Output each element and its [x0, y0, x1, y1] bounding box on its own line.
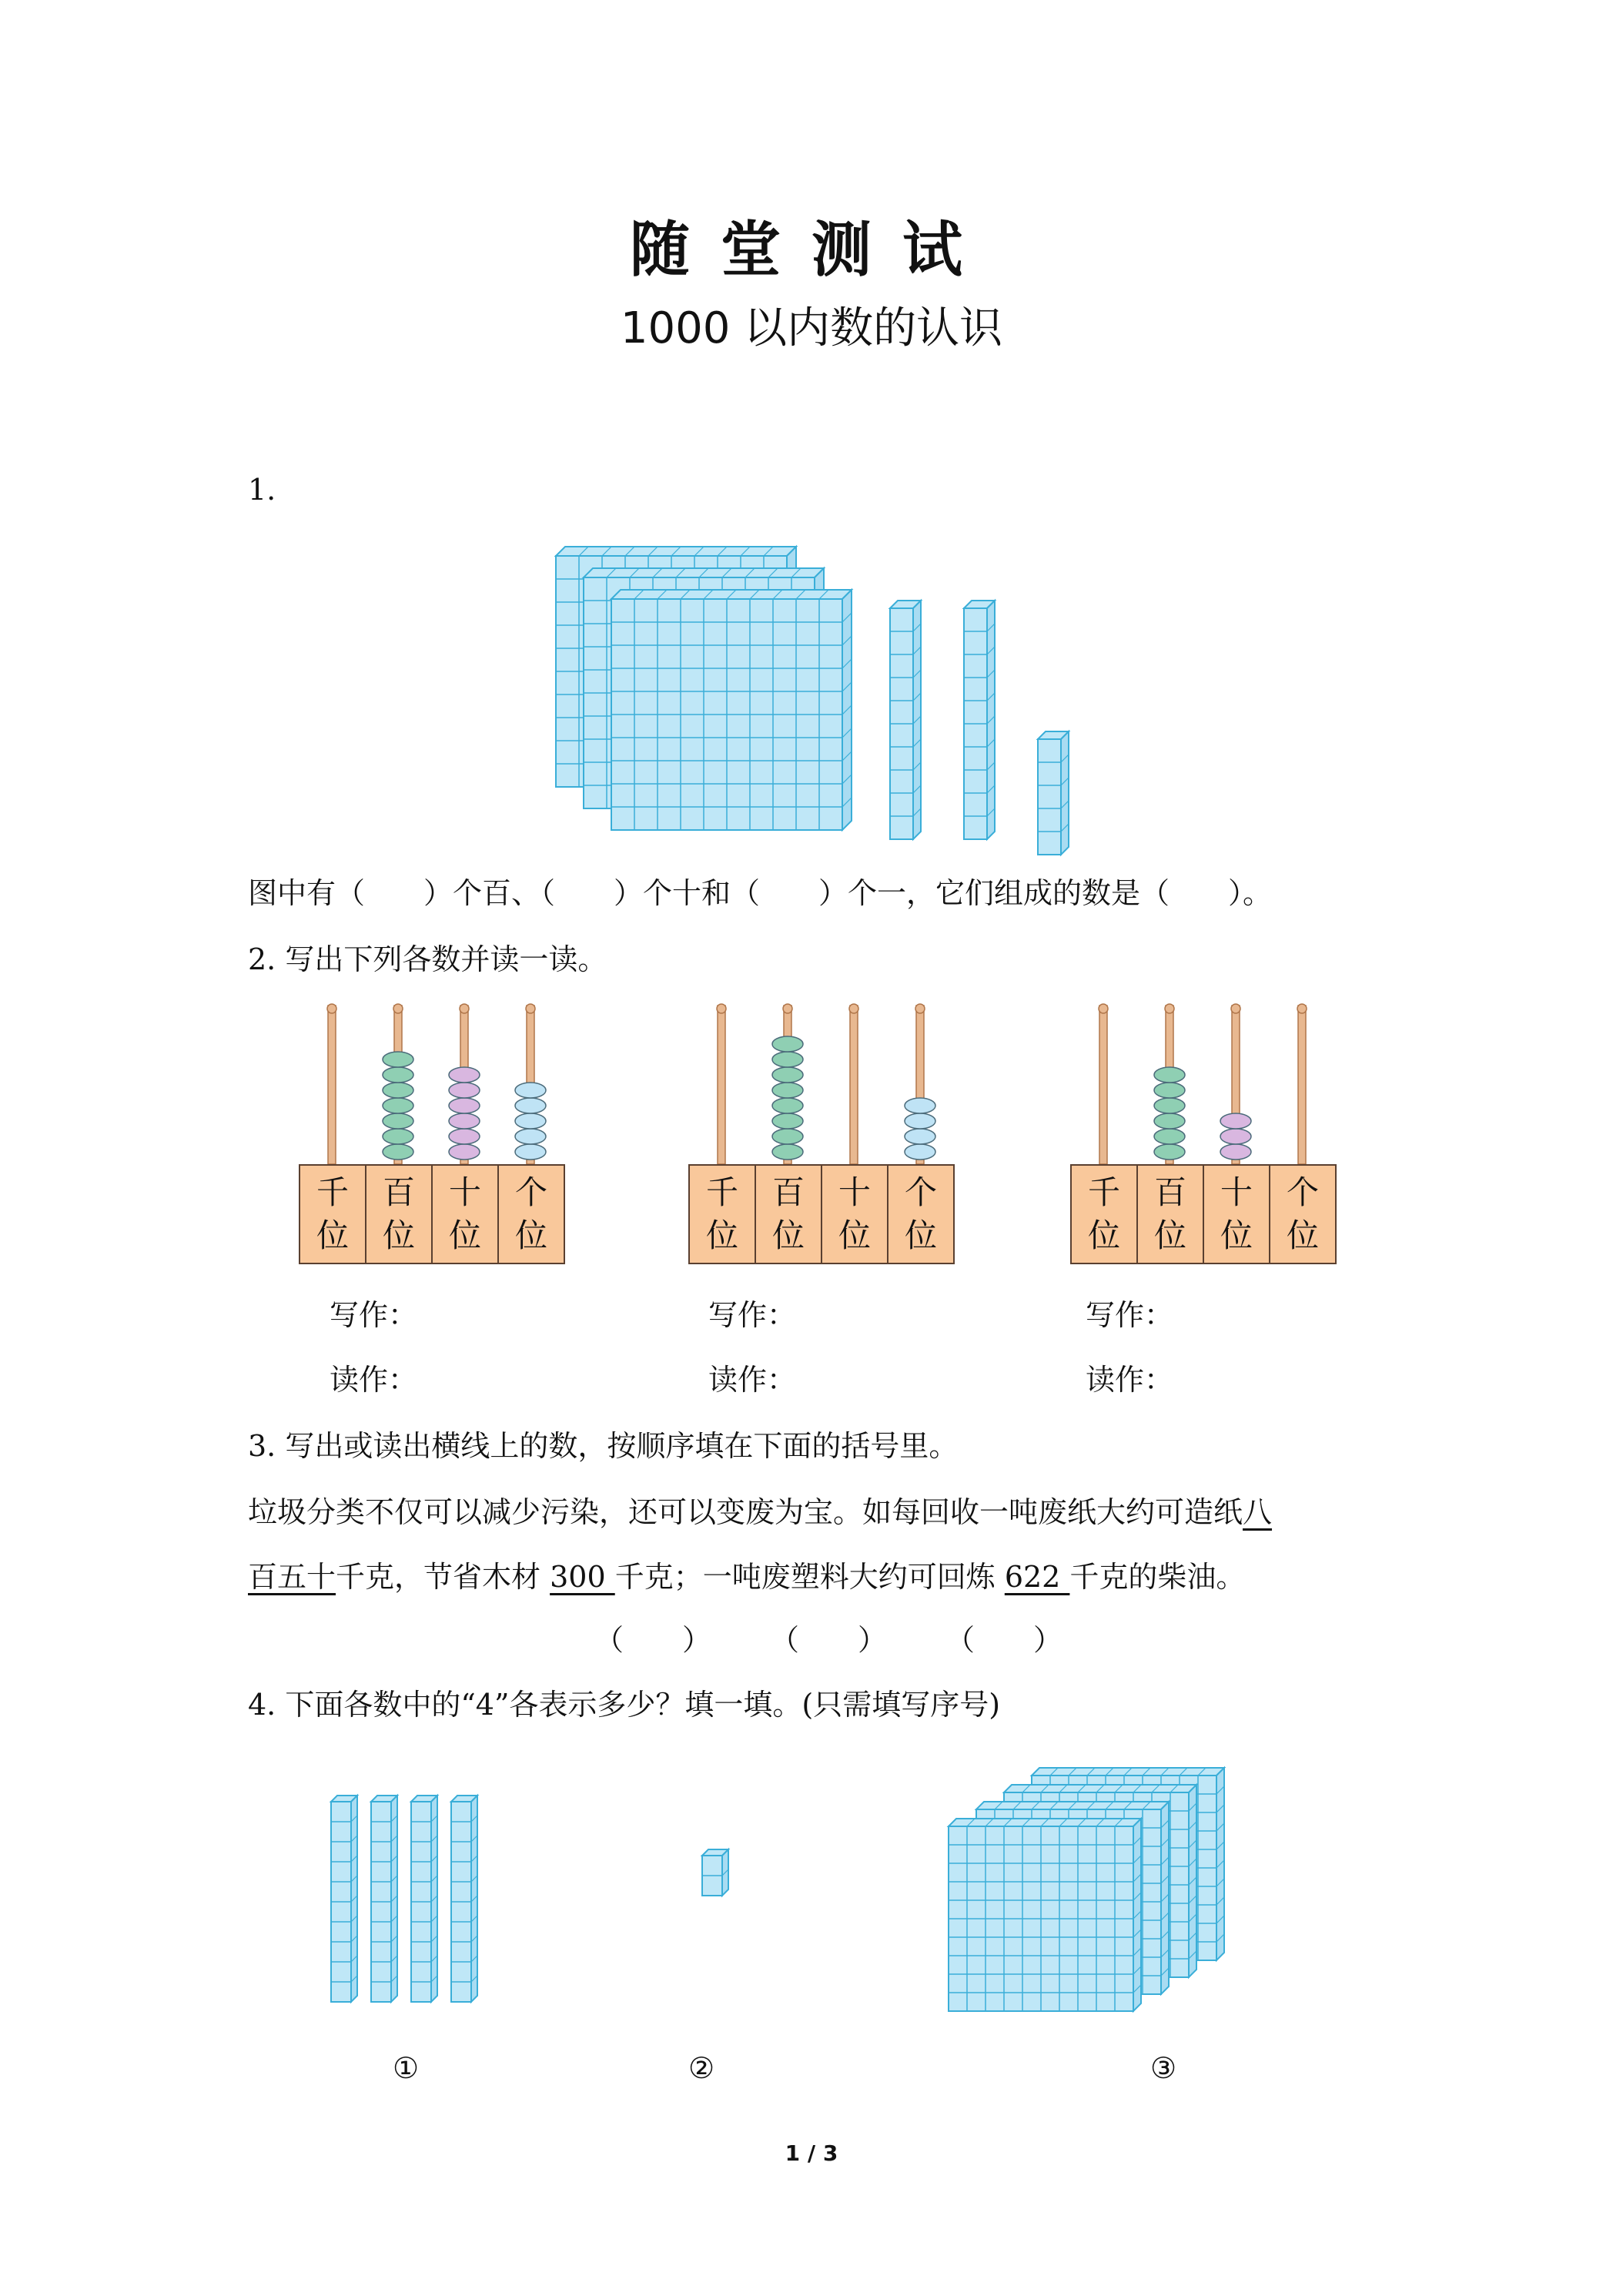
place-value-label: 个 位 — [888, 1165, 954, 1263]
q4-label-1: ① — [393, 2051, 420, 2085]
q3-underlined-number-1b: 百五十 — [248, 1560, 336, 1594]
q3-text: 垃圾分类不仅可以减少污染，还可以变废为宝。如每回收一吨废纸大约可造纸 — [248, 1495, 1243, 1529]
q3-instruction: 3. 写出或读出横线上的数，按顺序填在下面的括号里。 — [248, 1429, 959, 1463]
q4-ten-rod — [451, 1796, 477, 2002]
q2-read-label-2: 读作： — [708, 1363, 797, 1397]
place-value-label: 千 位 — [1071, 1165, 1137, 1263]
q4-label-2: ② — [688, 2051, 715, 2085]
q2-write-label-1: 写作： — [330, 1298, 418, 1332]
q3-text: 千克，节省木材 — [336, 1560, 550, 1594]
q3-underlined-number-3: 622 — [1004, 1560, 1070, 1594]
q3-text: 千克的柴油。 — [1069, 1560, 1246, 1594]
q4-one-cube — [702, 1849, 728, 1896]
q4-ten-rod — [331, 1796, 357, 2002]
place-value-label: 百 位 — [1137, 1165, 1203, 1263]
q2-read-label-1: 读作： — [330, 1363, 418, 1397]
q2-write-label-3: 写作： — [1086, 1298, 1174, 1332]
page-subtitle: 1000 以内数的认识 — [620, 303, 1003, 353]
place-value-label: 个 位 — [1270, 1165, 1336, 1263]
place-value-label: 十 位 — [822, 1165, 888, 1263]
page-number: 1 / 3 — [785, 2140, 838, 2166]
q4-ten-rod — [371, 1796, 397, 2002]
q2-write-label-2: 写作： — [708, 1298, 797, 1332]
q1-number: 1. — [248, 473, 276, 507]
q3-answer-blanks: （ ） （ ） （ ） — [594, 1623, 1063, 1657]
place-value-label: 十 位 — [432, 1165, 498, 1263]
q4-ten-rod — [411, 1796, 437, 2002]
place-value-label: 千 位 — [689, 1165, 755, 1263]
q4-label-3: ③ — [1150, 2051, 1177, 2085]
place-value-label: 千 位 — [300, 1165, 366, 1263]
place-value-label: 百 位 — [755, 1165, 822, 1263]
q4-hundred-flat — [949, 1819, 1141, 2011]
q2-instruction: 2. 写出下列各数并读一读。 — [248, 942, 607, 976]
place-value-label: 百 位 — [366, 1165, 432, 1263]
page-title: 随堂测试 — [629, 216, 993, 285]
place-value-label: 个 位 — [498, 1165, 564, 1263]
q2-read-label-3: 读作： — [1086, 1363, 1174, 1397]
q3-underlined-number-1a: 八 — [1243, 1495, 1273, 1529]
q3-text: 千克；一吨废塑料大约可回炼 — [614, 1560, 1005, 1594]
q3-underlined-number-2: 300 — [550, 1560, 615, 1594]
place-value-label: 十 位 — [1203, 1165, 1270, 1263]
q1-sentence: 图中有（ ）个百、（ ）个十和（ ）个一，它们组成的数是（ ）。 — [248, 876, 1273, 910]
q4-instruction: 4. 下面各数中的“4”各表示多少？填一填。(只需填写序号) — [248, 1688, 1001, 1722]
